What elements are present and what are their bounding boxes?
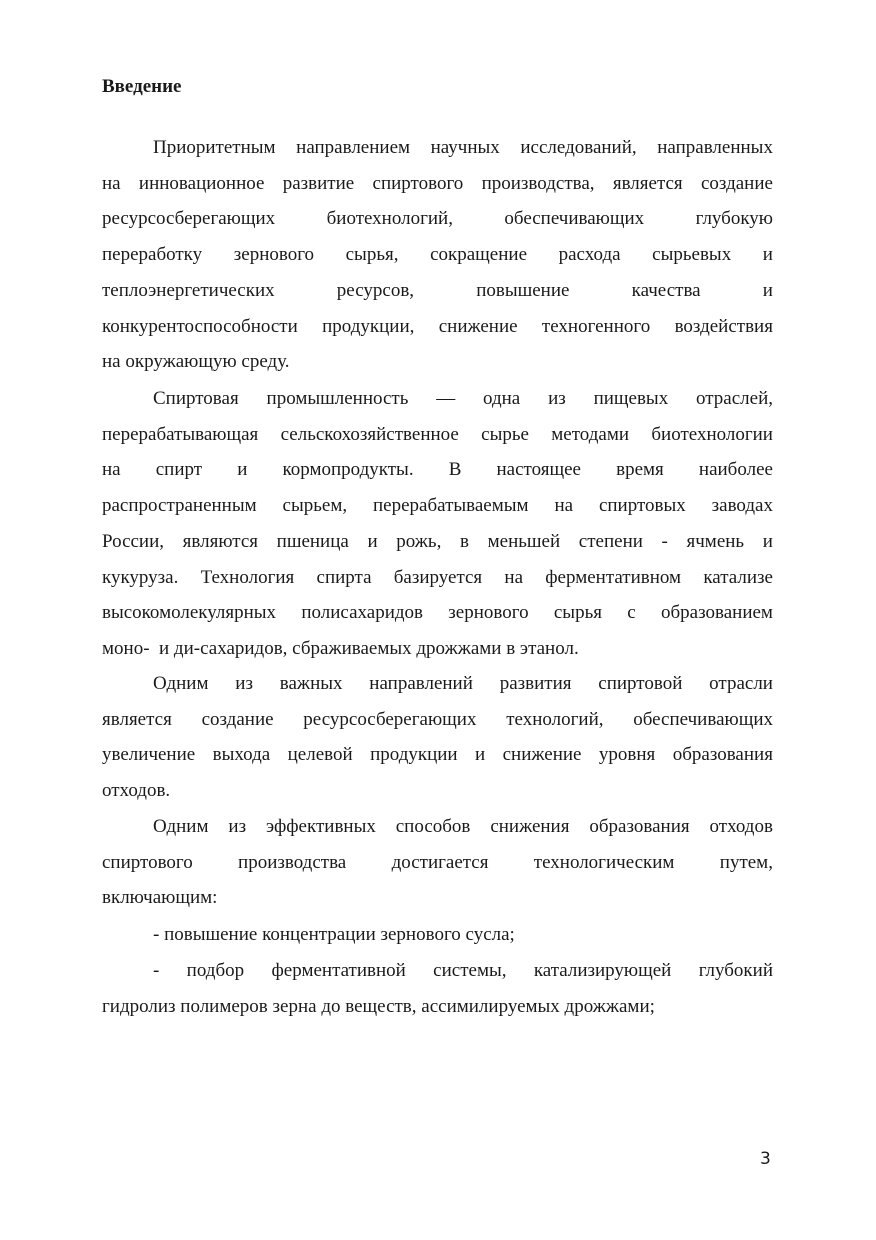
paragraph-2-line-3: на спирт и кормопродукты. В настоящее время наиболее: [102, 459, 773, 481]
paragraph-4-line-2: спиртового производства достигается технологическим путем,: [102, 851, 773, 873]
page-title: Введение: [102, 76, 182, 97]
paragraph-1-line-6: конкурентоспособности продукции, снижение техногенного воздействия: [102, 315, 773, 337]
paragraph-4-line-1: Одним из эффективных способов снижения образования отходов: [153, 816, 773, 837]
paragraph-2-line-5: России, являются пшеница и рожь, в меньшей степени - ячмень и: [102, 530, 773, 552]
paragraph-4-line-3: включающим:: [102, 887, 218, 909]
paragraph-2-line-2: перерабатывающая сельскохозяйственное сырье методами биотехнологии: [102, 423, 773, 445]
paragraph-1-line-4: переработку зернового сырья, сокращение расхода сырьевых и: [102, 244, 773, 266]
paragraph-5-line-1: - повышение концентрации зернового сусла;: [153, 924, 515, 945]
paragraph-3-line-4: отходов.: [102, 780, 171, 802]
paragraph-3-line-1: Одним из важных направлений развития спиртовой отрасли: [153, 673, 773, 694]
paragraph-2-line-7: высокомолекулярных полисахаридов зернового сырья с образованием: [102, 602, 773, 624]
paragraph-3-line-2: является создание ресурсосберегающих технологий, обеспечивающих: [102, 708, 773, 730]
paragraph-2-line-6: кукуруза. Технология спирта базируется на ферментативном катализе: [102, 566, 773, 588]
paragraph-2-line-8: моно- и ди-сахаридов, сбраживаемых дрожжами в этанол.: [102, 637, 579, 659]
paragraph-6-line-1: - подбор ферментативной системы, катализирующей глубокий: [153, 960, 773, 981]
paragraph-2-line-1: Спиртовая промышленность — одна из пищевых отраслей,: [153, 388, 773, 409]
paragraph-2-line-4: распространенным сырьем, перерабатываемым на спиртовых заводах: [102, 495, 773, 517]
paragraph-6-line-2: гидролиз полимеров зерна до веществ, ассимилируемых дрожжами;: [102, 995, 655, 1017]
paragraph-1-line-1: Приоритетным направлением научных исследований, направленных: [153, 137, 773, 158]
paragraph-1-line-7: на окружающую среду.: [102, 351, 290, 373]
paragraph-1-line-3: ресурсосберегающих биотехнологий, обеспечивающих глубокую: [102, 208, 773, 230]
page-number: 3: [760, 1149, 771, 1169]
paragraph-1-line-2: на инновационное развитие спиртового производства, является создание: [102, 172, 773, 194]
paragraph-1-line-5: теплоэнергетических ресурсов, повышение качества и: [102, 279, 773, 301]
paragraph-3-line-3: увеличение выхода целевой продукции и снижение уровня образования: [102, 744, 773, 766]
